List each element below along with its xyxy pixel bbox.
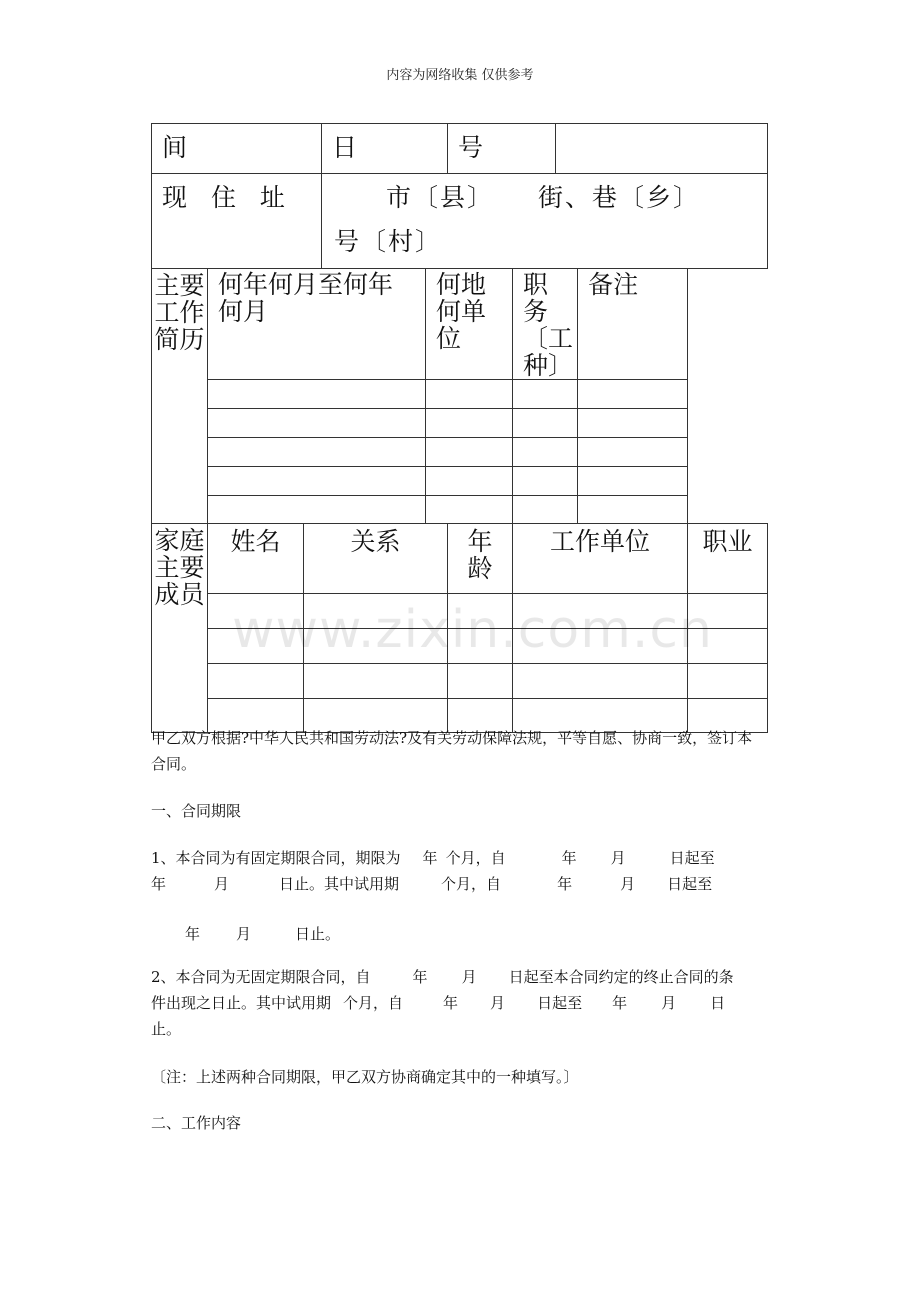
work-cell[interactable] [208, 438, 426, 467]
watermark: www.zixin.com.cn [232, 600, 713, 660]
work-cell[interactable] [426, 438, 513, 467]
family-header-occupation: 职业 [688, 524, 768, 594]
address-label: 现 住 址 [152, 174, 322, 269]
work-cell[interactable] [208, 380, 426, 409]
family-header-relation: 关系 [304, 524, 448, 594]
work-header-note: 备注 [578, 269, 688, 380]
family-cell[interactable] [688, 629, 768, 664]
family-cell[interactable] [448, 594, 513, 629]
family-cell[interactable] [208, 664, 304, 699]
clause2-line1: 2、本合同为无固定期限合同，自 年 月 日起至本合同约定的终止合同的条 [151, 968, 734, 986]
family-header-name: 姓名 [208, 524, 304, 594]
row-family-header [152, 524, 768, 594]
family-cell[interactable] [304, 664, 448, 699]
work-cell[interactable] [426, 467, 513, 496]
personal-info-form [151, 123, 767, 677]
table-row [152, 467, 768, 496]
family-cell[interactable] [688, 594, 768, 629]
table-row [152, 594, 768, 629]
row-address [152, 174, 768, 269]
table-row [152, 664, 768, 699]
work-cell[interactable] [513, 467, 578, 496]
table-row [152, 409, 768, 438]
clause-1 [151, 845, 767, 947]
work-cell[interactable] [578, 438, 688, 467]
cell-blank[interactable] [556, 124, 768, 174]
work-cell[interactable] [513, 409, 578, 438]
work-cell[interactable] [426, 409, 513, 438]
work-cell[interactable] [426, 496, 513, 524]
intro-paragraph: 甲乙双方根据?中华人民共和国劳动法?及有关劳动保障法规，平等自愿、协商一致，签订本合同。 [151, 729, 753, 773]
section1-title: 一、合同期限 [151, 802, 242, 820]
work-header-period: 何年何月至何年何月 [208, 269, 426, 380]
work-cell[interactable] [578, 409, 688, 438]
address-street: 街、巷〔乡〕 [538, 183, 701, 212]
family-members-label: 家庭主要成员 [152, 524, 208, 733]
family-cell[interactable] [513, 664, 688, 699]
cell-hao: 号 [448, 124, 556, 174]
table-row [152, 380, 768, 409]
clause1-line2: 年 月 日止。其中试用期 个月，自 年 月 日起至 [151, 875, 713, 893]
contract-intro [151, 725, 767, 777]
family-cell[interactable] [513, 594, 688, 629]
row-work-header [152, 269, 768, 380]
family-cell[interactable] [304, 594, 448, 629]
address-number: 号〔村〕 [334, 227, 443, 256]
clause1-line1: 1、本合同为有固定期限合同，期限为 年 个月，自 年 月 日起至 [151, 849, 715, 867]
address-value[interactable] [322, 174, 768, 269]
section2-title: 二、工作内容 [151, 1114, 242, 1132]
family-cell[interactable] [513, 629, 688, 664]
family-cell[interactable] [208, 594, 304, 629]
contract-note: 〔注：上述两种合同期限，甲乙双方协商确定其中的一种填写。〕 [151, 1068, 579, 1086]
cell-jian: 间 [152, 124, 322, 174]
work-cell[interactable] [513, 380, 578, 409]
work-cell[interactable] [208, 467, 426, 496]
work-cell[interactable] [578, 380, 688, 409]
work-cell[interactable] [426, 380, 513, 409]
clause-2 [151, 964, 767, 1042]
work-header-position: 职务〔工种〕 [513, 269, 578, 380]
work-header-place: 何地何单位 [426, 269, 513, 380]
family-cell[interactable] [448, 664, 513, 699]
work-cell[interactable] [208, 496, 426, 524]
form-table [151, 123, 768, 733]
family-cell[interactable] [688, 664, 768, 699]
clause1-line3: 年 月 日止。 [185, 925, 341, 943]
family-cell[interactable] [304, 629, 448, 664]
work-cell[interactable] [513, 496, 578, 524]
work-cell[interactable] [578, 496, 688, 524]
row-basic [152, 124, 768, 174]
cell-ri: 日 [322, 124, 448, 174]
work-cell[interactable] [513, 438, 578, 467]
table-row [152, 438, 768, 467]
table-row [152, 496, 768, 524]
family-header-age: 年龄 [448, 524, 513, 594]
table-row [152, 629, 768, 664]
family-cell[interactable] [208, 629, 304, 664]
address-city: 市〔县〕 [386, 183, 495, 212]
family-cell[interactable] [448, 629, 513, 664]
clause2-line3: 止。 [151, 1020, 182, 1038]
work-history-label: 主要工作简历 [152, 269, 208, 524]
work-cell[interactable] [208, 409, 426, 438]
header-note: 内容为网络收集 仅供参考 [386, 68, 534, 83]
work-cell[interactable] [578, 467, 688, 496]
clause2-line2: 件出现之日止。其中试用期 个月，自 年 月 日起至 年 月 日 [151, 994, 726, 1012]
family-header-employer: 工作单位 [513, 524, 688, 594]
